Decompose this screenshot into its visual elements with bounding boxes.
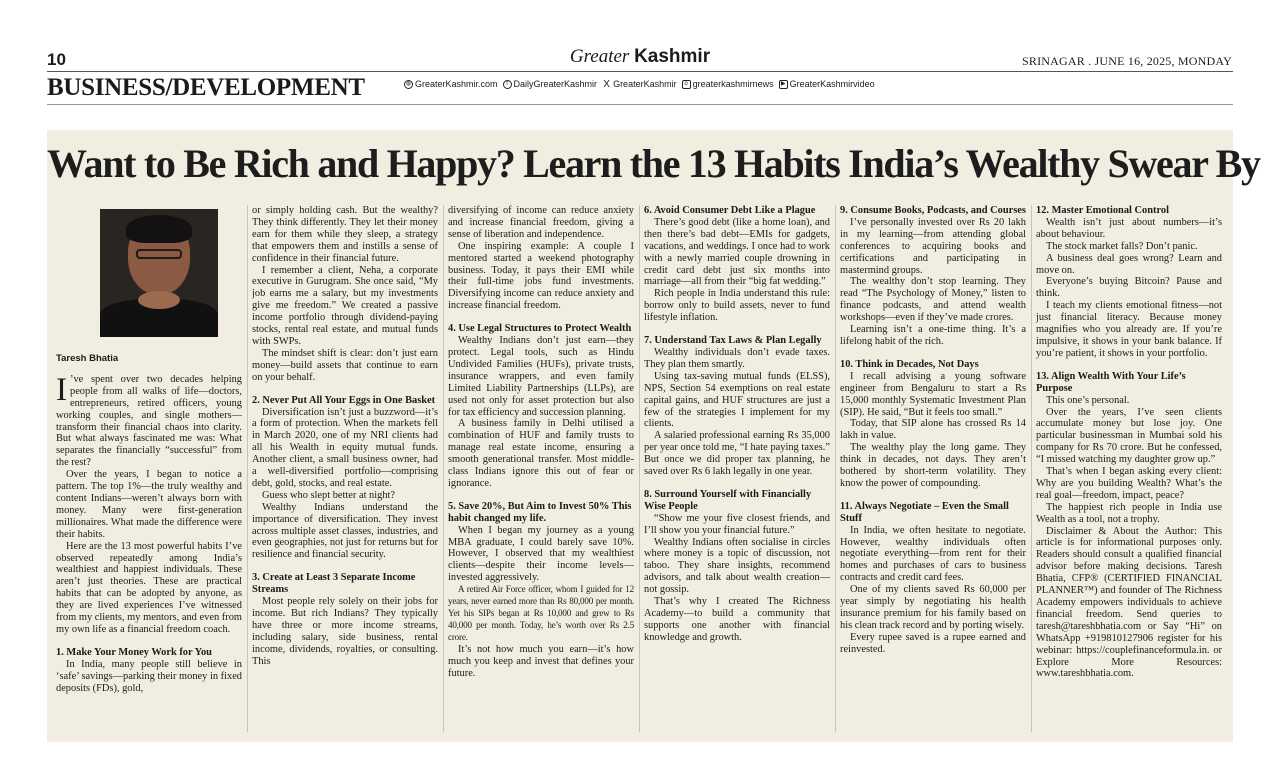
- article-column-6: [1036, 205, 1222, 732]
- paragraph: Diversification isn’t just a buzzword—it’s a form of protection. When the markets fell in March 2020, one of my NRI clients had all his Wealth in equity mutual funds. Another client, a small business owner, had a well-diversified portfolio—comprising debt, gold, stocks, and real estate.: [252, 406, 438, 489]
- social-instagram[interactable]: [682, 79, 774, 89]
- disclaimer: Disclaimer & About the Author: This article is for informational purposes only. Readers should consult a qualified financial advisor before making decisions. Taresh Bhatia, CFP® (CERTIFIED FINANCIAL PLANNER™) and founder of The Richness Academy empowers individuals to achieve financial freedom. Send queries to taresh@tareshbhatia.com or Say “Hi” on WhatsApp +919810127906 register for his webinar: https://couplefinanceformula.in. or Explore More Resources: www.tareshbhatia.com.: [1036, 525, 1222, 680]
- paragraph: Every rupee saved is a rupee earned and reinvested.: [840, 631, 1026, 655]
- paragraph: I recall advising a young software engineer from Bengaluru to start a Rs 15,000 monthly Systematic Investment Plan (SIP). He said, “But it feels too small.”: [840, 370, 1026, 418]
- social-x-label: GreaterKashmir: [613, 79, 677, 89]
- globe-icon: ◍: [405, 80, 412, 87]
- paragraph: The happiest rich people in India use Wealth as a tool, not a trophy.: [1036, 501, 1222, 525]
- article-column-5: [840, 205, 1026, 732]
- paragraph: Wealthy Indians often socialise in circles where money is a topic of discussion, not taboo. They share insights, recommend advisors, and talk about wealth creation—not gossip.: [644, 536, 830, 596]
- article: [47, 130, 1260, 742]
- paragraph: or simply holding cash. But the wealthy? They think differently. They let their money earn for them while they sleep, a strategy that empowers them and instills a sense of confidence in their financial future.: [252, 205, 438, 264]
- paragraph: In India, we often hesitate to negotiate. However, wealthy individuals often negotiate everything—from rent for their homes and purchases of cars to business contracts and credit card fees.: [840, 524, 1026, 584]
- article-column-3: [448, 205, 634, 732]
- paragraph: A business family in Delhi utilised a combination of HUF and family trusts to manage real estate income, ensuring a smooth generational transfer. Most middle-class Indians ignore this out of fear or ignorance.: [448, 418, 634, 489]
- paragraph: Learning isn’t a one-time thing. It’s a lifelong habit of the rich.: [840, 324, 1026, 347]
- paragraph: A retired Air Force officer, whom I guided for 12 years, never earned more than Rs 80,000 per month. Yet his SIPs began at Rs 10,000 and grew to Rs 40,000 per month. Today, he’s worth over Rs 2.5 crore.: [448, 584, 634, 642]
- paragraph: There’s good debt (like a home loan), and then there’s bad debt—EMIs for gadgets, vacations, and weddings. I once had to work with a newly married couple drowning in credit card debt just six months into marriage—all from their “big fat wedding.”: [644, 216, 830, 288]
- instagram-icon: o: [682, 80, 691, 89]
- paragraph: Everyone’s buying Bitcoin? Pause and think.: [1036, 276, 1222, 300]
- paragraph: Here are the 13 most powerful habits I’ve observed repeatedly among India’s wealthiest and happiest individuals. These aren’t just theories. These are practical habits that can be adopted by anyone, as they are lived experiences I’ve witnessed from my clients, my mentors, and even from my own life as a financial freedom coach.: [56, 540, 242, 635]
- social-instagram-label: greaterkashmirnews: [692, 79, 774, 89]
- paragraph: Over the years, I’ve seen clients accumulate money but lose joy. One particular businessman in Mumbai sold his company for Rs 70 crore. But he confessed, “I missed watching my daughter grow up.”: [1036, 406, 1222, 466]
- article-column-2: [252, 205, 438, 732]
- paragraph: The stock market falls? Don’t panic.: [1046, 240, 1198, 252]
- paragraph: I teach my clients emotional fitness—not just financial literacy. Because money magnifies who you already are. If you’re impulsive, it shows in your bank balance. If you’re patient, it shows in your portfolio.: [1036, 300, 1222, 359]
- paragraph: Wealthy individuals don’t evade taxes. They plan them smartly.: [644, 346, 830, 370]
- paragraph: One of my clients saved Rs 60,000 per year simply by negotiating his health insurance premium for his family based on his clean track record and by porting wisely.: [840, 584, 1026, 631]
- habit-heading-1: 1. Make Your Money Work for You: [56, 646, 212, 658]
- paragraph: That’s when I began asking every client: Why are you building Wealth? What’s the real goal—freedom, impact, peace?: [1036, 466, 1222, 501]
- paragraph: I remember a client, Neha, a corporate executive in Gurugram. She once said, “My job earns me a salary, but my investments give me freedom.” We created a passive income portfolio through dividend-paying stocks, rental real estate, and mutual funds with SWPs.: [252, 264, 438, 347]
- paragraph: It’s not how much you earn—it’s how much you keep and invest that defines your future.: [448, 643, 634, 679]
- social-youtube[interactable]: [779, 79, 875, 89]
- paragraph: Using tax-saving mutual funds (ELSS), NPS, Section 54 exemptions on real estate capital gains, and HUF structures are just a few of the strategies I implement for my clients.: [644, 370, 830, 430]
- dateline: SRINAGAR . JUNE 16, 2025, MONDAY: [1022, 54, 1232, 68]
- paragraph: Wealthy Indians understand the importance of diversification. They invest across multiple asset classes, industries, and even geographies, not just for returns but for resilience and financial security.: [252, 501, 438, 561]
- habit-heading-11: 11. Always Negotiate – Even the Small Stuff: [840, 500, 1009, 524]
- paragraph: This one’s personal.: [1046, 394, 1130, 406]
- paragraph: “Show me your five closest friends, and I’ll show you your financial future.”: [644, 512, 830, 536]
- social-facebook[interactable]: [503, 79, 598, 89]
- paragraph: That’s why I created The Richness Academy—to build a community that supports one another with financial knowledge and growth.: [644, 596, 830, 643]
- social-links: [404, 79, 875, 89]
- habit-heading-9: 9. Consume Books, Podcasts, and Courses: [840, 205, 1026, 216]
- habit-heading-12: 12. Master Emotional Control: [1036, 205, 1169, 216]
- paragraph: Wealth isn’t just about numbers—it’s about behaviour.: [1036, 216, 1222, 240]
- section-divider: [47, 104, 1233, 105]
- social-facebook-label: DailyGreaterKashmir: [513, 79, 598, 89]
- habit-heading-2: 2. Never Put All Your Eggs in One Basket: [252, 394, 436, 406]
- habit-heading-3: 3. Create at Least 3 Separate Income Streams: [252, 572, 416, 596]
- social-website[interactable]: [404, 79, 498, 89]
- paragraph: A business deal goes wrong? Learn and move on.: [1036, 252, 1222, 276]
- habit-heading-13: 13. Align Wealth With Your Life’s Purpose: [1036, 370, 1186, 394]
- paragraph: In India, many people still believe in ‘safe’ savings—parking their money in fixed deposits (FDs), gold,: [56, 658, 242, 694]
- habit-heading-5: 5. Save 20%, But Aim to Invest 50% This habit changed my life.: [448, 500, 632, 524]
- section-title: BUSINESS/DEVELOPMENT: [47, 74, 365, 101]
- paragraph: Rich people in India understand this rule: borrow only to build assets, never to fund lifestyle inflation.: [644, 288, 830, 324]
- masthead-greater: Greater: [569, 46, 630, 67]
- paragraph: When I began my journey as a young MBA graduate, I could barely save 10%. However, I observed that my wealthiest clients—despite their income levels—invested aggressively.: [448, 524, 634, 584]
- author-byline: Taresh Bhatia: [56, 353, 119, 364]
- intro-paragraph: I ’ve spent over two decades helping people from all walks of life—doctors, entrepreneurs, retired officers, young working couples, and single mothers—transform their financial chaos into clarity. But what always fascinated me was: What separates the financially “successful” from the rest?: [56, 371, 242, 469]
- header-divider: [47, 71, 1233, 72]
- youtube-icon: ▶: [779, 80, 788, 89]
- social-youtube-label: GreaterKashmirvideo: [789, 79, 875, 89]
- x-icon: X: [603, 78, 610, 90]
- paragraph: diversifying of income can reduce anxiety and increase financial freedom, giving a sense of liberation and independence.: [448, 205, 634, 240]
- paragraph: Today, that SIP alone has crossed Rs 14 lakh in value.: [840, 418, 1026, 442]
- paragraph: A salaried professional earning Rs 35,000 per year once told me, “I hate paying taxes.” But once we did proper tax planning, he saved over Rs 6 lakh legally in one year.: [644, 430, 830, 478]
- article-headline: Want to Be Rich and Happy? Learn the 13 Habits India’s Wealthy Swear By: [47, 141, 1260, 186]
- social-website-label: GreaterKashmir.com: [415, 79, 498, 89]
- paragraph: One inspiring example: A couple I mentored started a weekend photography business. Today, it pays their EMI while their full-time jobs fund investments. Diversifying income can reduce anxiety and increase financial freedom.: [448, 240, 634, 312]
- paragraph: Most people rely solely on their jobs for income. But rich Indians? They typically have three or more income streams, including salary, side business, rental income, dividends, royalties, or consulting. This: [252, 596, 438, 667]
- paragraph: The wealthy don’t stop learning. They read “The Psychology of Money,” listen to finance podcasts, and attend wealth workshops—even if they’ve made crores.: [840, 276, 1026, 324]
- paragraph: The wealthy play the long game. They think in decades, not days. They aren’t bothered by short-term volatility. They know the power of compounding.: [840, 442, 1026, 489]
- article-column-4: [644, 205, 830, 732]
- paragraph: Over the years, I began to notice a pattern. The top 1%—the truly wealthy and content Indians—weren’t always born with money. Many were first-generation millionaires. What made the difference were their habits.: [56, 469, 242, 540]
- habit-heading-7: 7. Understand Tax Laws & Plan Legally: [644, 335, 822, 347]
- paragraph: Guess who slept better at night?: [262, 489, 396, 501]
- paragraph: The mindset shift is clear: don’t just earn money—build assets that continue to earn on your behalf.: [252, 347, 438, 383]
- habit-heading-6: 6. Avoid Consumer Debt Like a Plague: [644, 205, 816, 216]
- habit-heading-10: 10. Think in Decades, Not Days: [840, 358, 979, 370]
- author-photo: [100, 209, 218, 337]
- social-x[interactable]: [602, 79, 677, 89]
- paragraph: I’ve personally invested over Rs 20 lakh in my learning—from attending global conferences to acquiring books and certifications and participating in mastermind groups.: [840, 216, 1026, 276]
- article-column-1: [56, 205, 242, 732]
- habit-heading-4: 4. Use Legal Structures to Protect Wealth: [448, 323, 632, 335]
- paragraph: Wealthy Indians don’t just earn—they protect. Legal tools, such as Hindu Undivided Families (HUFs), private trusts, insurance wrappers, and even family Limited Liability Partnerships (LLPs), are used not only for asset protection but also for tax efficiency and succession planning.: [448, 335, 634, 418]
- drop-cap: I: [56, 371, 67, 408]
- masthead-kashmir: Kashmir: [634, 46, 711, 67]
- page-number: 10: [47, 50, 66, 69]
- habit-heading-8: 8. Surround Yourself with Financially Wise People: [644, 488, 812, 512]
- facebook-icon: f: [503, 80, 512, 89]
